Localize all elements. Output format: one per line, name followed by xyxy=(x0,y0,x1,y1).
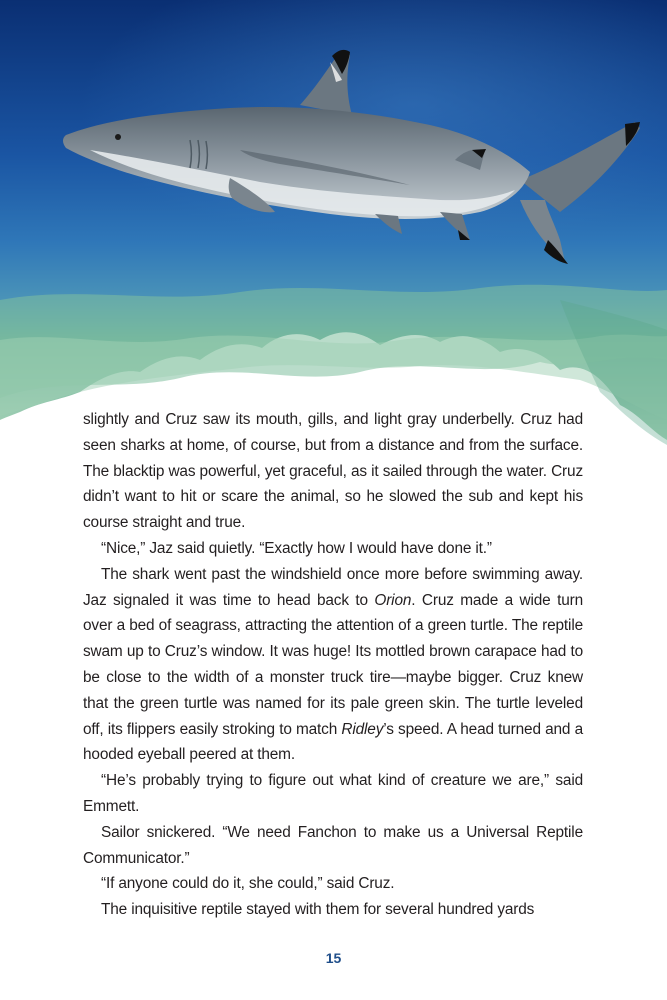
story-text xyxy=(83,407,583,923)
shark-illustration xyxy=(0,0,667,460)
paragraph: “He’s probably trying to figure out what kind of creature we are,” said Emmett. xyxy=(83,772,583,815)
paragraph: Sailor snickered. “We need Fanchon to make us a Universal Reptile Communicator.” xyxy=(83,823,583,867)
paragraph: The shark went past the windshield once more before swimming away. Jaz signaled it was time to head back to Orion. Cruz made a wide turn over a bed of seagrass, attracting the attention of a green turtle. The reptile swam up to Cruz’s window. It was huge! Its mottled brown carapace had to be close to the width of a monster truck tire—maybe bigger. Cruz knew that the green turtle was named for its pale green skin. The turtle leveled off, its flippers easily stroking to match Ridley’s speed. A head turned and a hooded eyeball peered at them. xyxy=(83,565,583,764)
paragraph: “Nice,” Jaz said quietly. “Exactly how I would have done it.” xyxy=(101,539,492,557)
sub-name-ridley: Ridley xyxy=(341,720,384,738)
page-number: 15 xyxy=(325,950,342,966)
ship-name-orion: Orion xyxy=(374,591,412,609)
blacktip-shark-illustration xyxy=(0,0,667,460)
paragraph: The inquisitive reptile stayed with them for several hundred yards xyxy=(101,901,535,919)
paragraph: “If anyone could do it, she could,” said Cruz. xyxy=(101,875,395,893)
paragraph: slightly and Cruz saw its mouth, gills, and light gray underbelly. Cruz had seen sharks at home, of course, but from a distance and from the surface. The blacktip was powerful, yet graceful, as it sailed through the water. Cruz didn’t want to hit or scare the animal, so he slowed the sub and kept his course straight and true. xyxy=(83,411,583,532)
